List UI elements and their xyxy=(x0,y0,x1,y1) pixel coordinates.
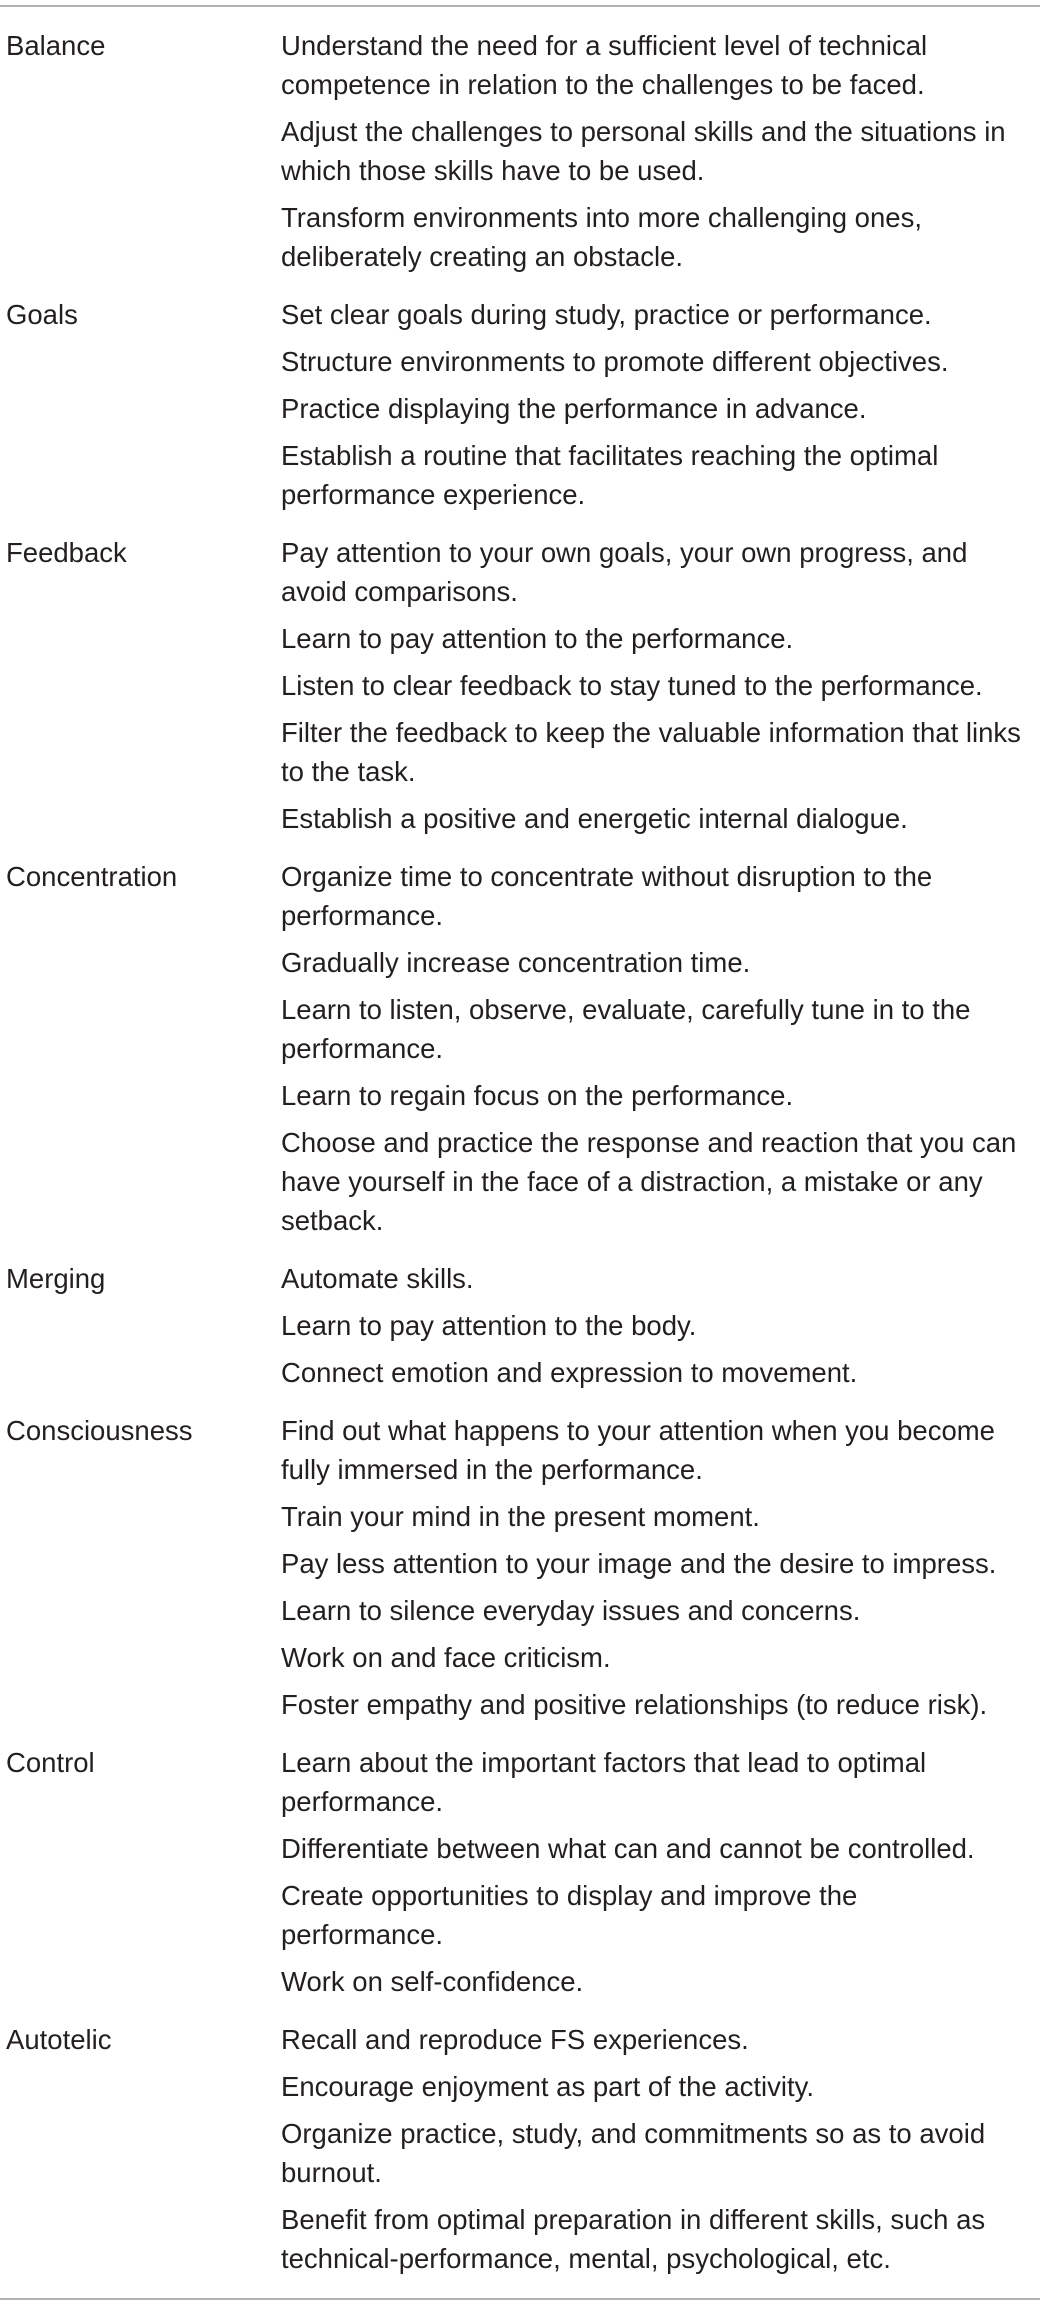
strategy-item: Pay attention to your own goals, your own progress, and avoid comparisons. xyxy=(281,537,968,607)
strategy-item: Organize practice, study, and commitments so as to avoid burnout. xyxy=(281,2118,986,2188)
strategy-item: Listen to clear feedback to stay tuned to the performance. xyxy=(281,670,983,701)
strategy-item: Learn to pay attention to the body. xyxy=(281,1310,697,1341)
strategy-item: Establish a routine that facilitates reaching the optimal performance experience. xyxy=(281,440,939,510)
strategy-item: Benefit from optimal preparation in different skills, such as technical-performance, mental, psychological, etc. xyxy=(281,2204,986,2274)
category-cell: Concentration xyxy=(6,861,178,892)
strategy-item: Learn about the important factors that lead to optimal performance. xyxy=(281,1747,927,1817)
table-row xyxy=(0,2001,1040,2278)
strategy-item: Train your mind in the present moment. xyxy=(281,1501,760,1532)
strategy-item: Work on and face criticism. xyxy=(281,1642,611,1673)
strategy-item: Recall and reproduce FS experiences. xyxy=(281,2024,749,2055)
table-body xyxy=(0,7,1040,2278)
category-cell: Control xyxy=(6,1747,95,1778)
strategy-item: Choose and practice the response and reaction that you can have yourself in the face of a distraction, a mistake or any setback. xyxy=(281,1127,1017,1236)
strategies-cell xyxy=(281,2001,1040,2278)
strategy-item: Transform environments into more challenging ones, deliberately creating an obstacle. xyxy=(281,202,922,272)
strategy-item: Establish a positive and energetic internal dialogue. xyxy=(281,803,908,834)
strategies-cell xyxy=(281,276,1040,514)
strategy-item: Filter the feedback to keep the valuable information that links to the task. xyxy=(281,717,1021,787)
category-cell: Autotelic xyxy=(6,2024,112,2055)
table-row xyxy=(0,1240,1040,1392)
category-cell: Consciousness xyxy=(6,1415,193,1446)
table-row xyxy=(0,1392,1040,1724)
strategy-item: Learn to silence everyday issues and concerns. xyxy=(281,1595,861,1626)
strategies-cell xyxy=(281,838,1040,1240)
strategy-item: Learn to listen, observe, evaluate, carefully tune in to the performance. xyxy=(281,994,971,1064)
strategy-item: Automate skills. xyxy=(281,1263,474,1294)
table-row xyxy=(0,7,1040,276)
strategy-item: Work on self-confidence. xyxy=(281,1966,584,1997)
strategy-item: Adjust the challenges to personal skills and the situations in which those skills have to be used. xyxy=(281,116,1006,186)
table-row xyxy=(0,838,1040,1240)
category-cell: Balance xyxy=(6,30,106,61)
table-row xyxy=(0,1724,1040,2001)
strategies-cell xyxy=(281,514,1040,838)
table-row xyxy=(0,276,1040,514)
strategy-item: Learn to regain focus on the performance. xyxy=(281,1080,794,1111)
strategy-item: Practice displaying the performance in advance. xyxy=(281,393,867,424)
strategy-item: Understand the need for a sufficient level of technical competence in relation to the challenges to be faced. xyxy=(281,30,928,100)
strategy-item: Structure environments to promote different objectives. xyxy=(281,346,949,377)
category-cell: Merging xyxy=(6,1263,106,1294)
strategy-item: Set clear goals during study, practice or performance. xyxy=(281,299,932,330)
strategy-item: Gradually increase concentration time. xyxy=(281,947,751,978)
strategy-item: Differentiate between what can and cannot be controlled. xyxy=(281,1833,975,1864)
strategy-item: Encourage enjoyment as part of the activity. xyxy=(281,2071,814,2102)
strategy-item: Find out what happens to your attention when you become fully immersed in the performance. xyxy=(281,1415,995,1485)
strategy-item: Connect emotion and expression to movement. xyxy=(281,1357,858,1388)
strategies-cell xyxy=(281,7,1040,276)
strategy-item: Create opportunities to display and improve the performance. xyxy=(281,1880,858,1950)
strategies-cell xyxy=(281,1724,1040,2001)
category-cell: Feedback xyxy=(6,537,127,568)
strategy-item: Foster empathy and positive relationships (to reduce risk). xyxy=(281,1689,988,1720)
strategy-item: Learn to pay attention to the performance. xyxy=(281,623,794,654)
strategies-cell xyxy=(281,1392,1040,1724)
strategies-cell xyxy=(281,1240,1040,1392)
category-cell: Goals xyxy=(6,299,78,330)
strategy-item: Pay less attention to your image and the desire to impress. xyxy=(281,1548,997,1579)
strategy-table-grid xyxy=(0,7,1040,2278)
strategy-item: Organize time to concentrate without disruption to the performance. xyxy=(281,861,933,931)
table-row xyxy=(0,514,1040,838)
